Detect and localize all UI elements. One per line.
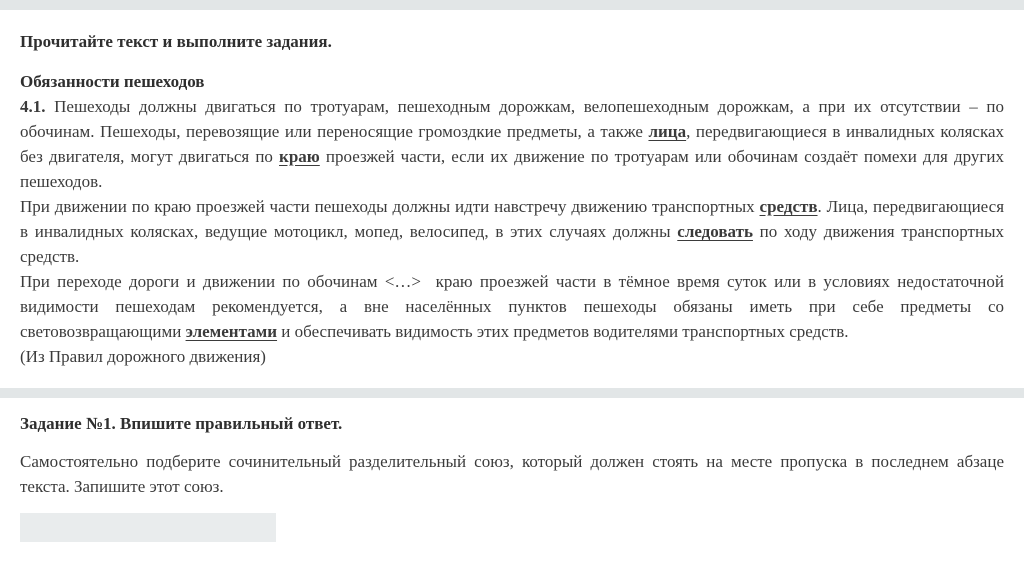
- answer-input[interactable]: [20, 513, 276, 542]
- reading-instruction: Прочитайте текст и выполните задания.: [20, 32, 332, 51]
- text-paragraphs: [20, 94, 1004, 369]
- text-title: Обязанности пешеходов: [20, 72, 205, 91]
- task-heading: Задание №1. Впишите правильный ответ.: [20, 414, 343, 433]
- reading-section: [0, 29, 1024, 369]
- text-paragraph: 4.1. Пешеходы должны двигаться по тротуарам, пешеходным дорожкам, велопешеходным дорожкам, а при их отсутствии – по обочинам. Пешеходы, перевозящие или переносящие громоздкие предметы, а также лица, передвигающиеся в инвалидных колясках без двигателя, могут двигаться по краю проезжей части, если их движение по тротуарам или обочинам создаёт помехи для других пешеходов.: [20, 97, 1004, 191]
- text-paragraph: (Из Правил дорожного движения): [20, 347, 266, 366]
- section-divider-bar: [0, 388, 1024, 398]
- task-section: [0, 411, 1024, 542]
- top-divider-bar: [0, 0, 1024, 10]
- text-paragraph: При движении по краю проезжей части пешеходы должны идти навстречу движению транспортных средств. Лица, передвигающиеся в инвалидных колясках, ведущие мотоцикл, мопед, велосипед, в этих случаях должны следовать по ходу движения транспортных средств.: [20, 197, 1005, 266]
- text-paragraph: При переходе дороги и движении по обочинам <…> краю проезжей части в тёмное время суток или в условиях недостаточной видимости пешеходам рекомендуется, а вне населённых пунктов пешеходы обязаны иметь при себе предметы со световозвращающими элементами и обеспечивать видимость этих предметов водителями транспортных средств.: [20, 272, 1004, 341]
- task-body: Самостоятельно подберите сочинительный разделительный союз, который должен стоять на месте пропуска в последнем абзаце текста. Запишите этот союз.: [20, 452, 1004, 496]
